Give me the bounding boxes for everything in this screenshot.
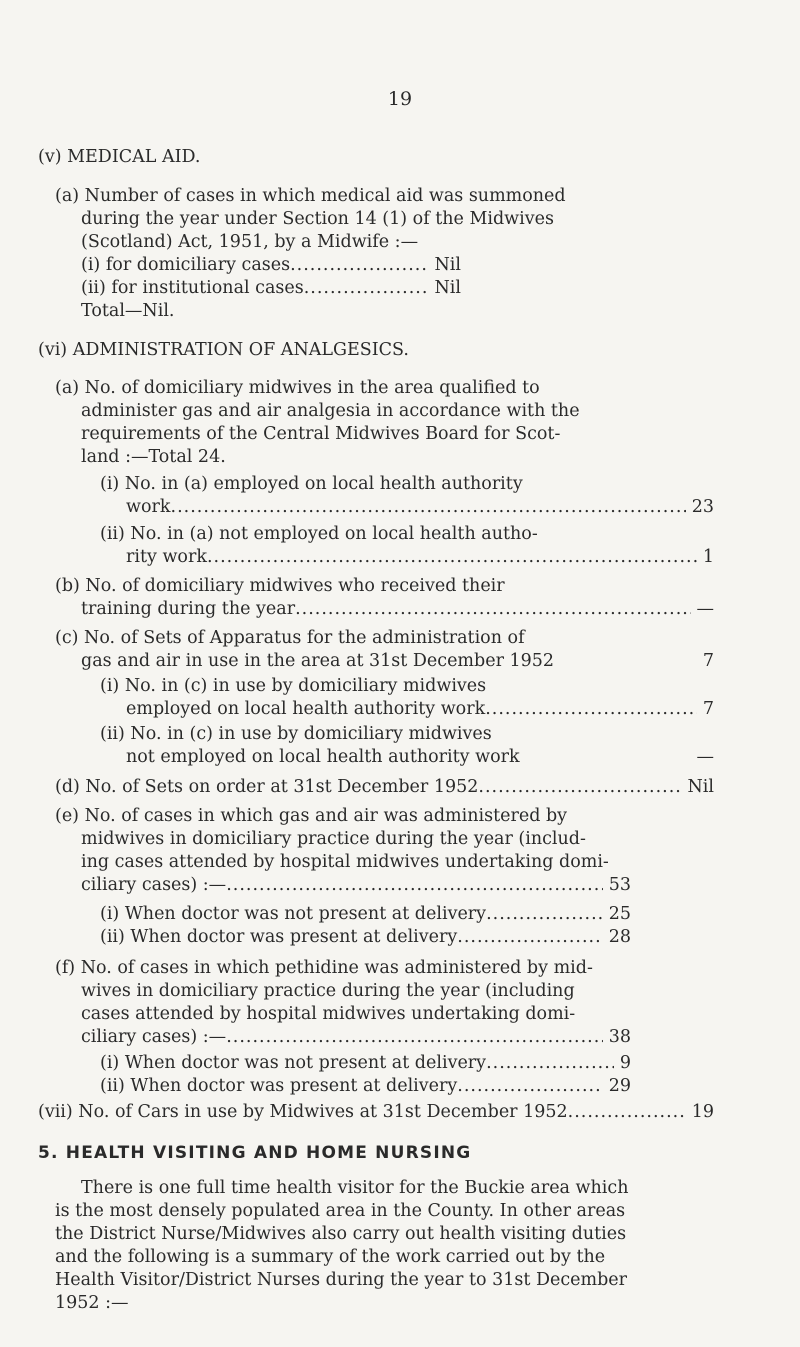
analgesics-b-row — [81, 598, 714, 620]
analgesics-c-i-row — [126, 698, 714, 720]
analgesics-f-line: cases attended by hospital midwives undertaking domi- — [81, 1004, 576, 1024]
analgesics-b-line: (b) No. of domiciliary midwives who received their — [55, 576, 505, 596]
analgesics-c-line: gas and air in use in the area at 31st December 1952 — [81, 651, 555, 671]
paragraph-line: and the following is a summary of the work carried out by the — [55, 1247, 606, 1267]
paragraph-line: 1952 :— — [55, 1293, 129, 1313]
paragraph-line: is the most densely populated area in the County. In other areas — [55, 1201, 626, 1221]
medical-aid-heading: (v) MEDICAL AID. — [38, 147, 201, 167]
analgesics-a-i-line: (i) No. in (a) employed on local health authority — [100, 474, 523, 494]
row-label: (i) When doctor was not present at delivery — [100, 904, 487, 924]
analgesics-f-i-row — [100, 1052, 631, 1074]
row-label: (d) No. of Sets on order at 31st December 1952 — [55, 777, 479, 797]
row-label: work — [126, 497, 171, 517]
analgesics-c-ii-line: (ii) No. in (c) in use by domiciliary midwives — [100, 724, 492, 744]
paragraph-line: There is one full time health visitor for the Buckie area which — [81, 1178, 629, 1198]
analgesics-e-line: ing cases attended by hospital midwives undertaking domi- — [81, 852, 609, 872]
analgesics-f-line: wives in domiciliary practice during the year (including — [81, 981, 575, 1001]
row-label: (ii) When doctor was present at delivery — [100, 927, 458, 947]
analgesics-e-line: midwives in domiciliary practice during the year (includ- — [81, 829, 586, 849]
row-label: (ii) When doctor was present at delivery — [100, 1076, 458, 1096]
analgesics-a-i-row — [126, 496, 714, 518]
row-label: ciliary cases) :— — [81, 1027, 227, 1047]
row-value: 1 — [702, 547, 714, 567]
row-value: — — [696, 599, 714, 619]
row-label: (ii) for institutional cases — [81, 278, 304, 298]
row-value: 29 — [608, 1076, 631, 1096]
medical-aid-institutional-row — [81, 277, 461, 299]
row-label: training during the year — [81, 599, 296, 619]
analgesics-f-ii-row — [100, 1075, 631, 1097]
paragraph-line: Health Visitor/District Nurses during the year to 31st December — [55, 1270, 628, 1290]
section-heading: 5. HEALTH VISITING AND HOME NURSING — [38, 1143, 472, 1163]
cars-row — [38, 1101, 714, 1123]
row-value: 28 — [608, 927, 631, 947]
row-label: rity work — [126, 547, 207, 567]
row-label: (i) for domiciliary cases — [81, 255, 291, 275]
row-value: Nil — [434, 255, 461, 275]
analgesics-f-total-row — [81, 1026, 631, 1048]
analgesics-e-i-row — [100, 903, 631, 925]
paragraph-line: the District Nurse/Midwives also carry out health visiting duties — [55, 1224, 627, 1244]
analgesics-a-line: requirements of the Central Midwives Board for Scot- — [81, 424, 561, 444]
analgesics-c-ii-line: not employed on local health authority work — [126, 747, 520, 767]
row-value: 19 — [691, 1102, 714, 1122]
analgesics-e-line: (e) No. of cases in which gas and air was administered by — [55, 806, 568, 826]
row-value: 53 — [608, 875, 631, 895]
row-value: Nil — [687, 777, 714, 797]
row-value: 38 — [608, 1027, 631, 1047]
row-label: ciliary cases) :— — [81, 875, 227, 895]
analgesics-c-line: (c) No. of Sets of Apparatus for the administration of — [55, 628, 525, 648]
row-value: 25 — [608, 904, 631, 924]
row-value: 9 — [619, 1053, 631, 1073]
analgesics-a-ii-line: (ii) No. in (a) not employed on local health autho- — [100, 524, 538, 544]
analgesics-a-line: (a) No. of domiciliary midwives in the area qualified to — [55, 378, 540, 398]
analgesics-d-row — [55, 776, 714, 798]
analgesics-f-line: (f) No. of cases in which pethidine was administered by mid- — [55, 958, 593, 978]
analgesics-e-ii-row — [100, 926, 631, 948]
row-value: 7 — [702, 699, 714, 719]
analgesics-heading: (vi) ADMINISTRATION OF ANALGESICS. — [38, 340, 409, 360]
analgesics-a-line: land :—Total 24. — [81, 447, 226, 467]
analgesics-a-line: administer gas and air analgesia in accordance with the — [81, 401, 580, 421]
page-number: 19 — [387, 88, 413, 110]
analgesics-c-i-line: (i) No. in (c) in use by domiciliary midwives — [100, 676, 487, 696]
medical-aid-total: Total—Nil. — [81, 301, 175, 321]
analgesics-c-ii-value: — — [696, 747, 714, 767]
row-value: 23 — [691, 497, 714, 517]
analgesics-c-value: 7 — [702, 651, 714, 671]
medical-aid-a-line: (a) Number of cases in which medical aid was summoned — [55, 186, 566, 206]
analgesics-e-total-row — [81, 874, 631, 896]
medical-aid-a-line: during the year under Section 14 (1) of the Midwives — [81, 209, 554, 229]
analgesics-a-ii-row — [126, 546, 714, 568]
row-label: (i) When doctor was not present at delivery — [100, 1053, 487, 1073]
row-label: (vii) No. of Cars in use by Midwives at 31st December 1952 — [38, 1102, 568, 1122]
medical-aid-a-line: (Scotland) Act, 1951, by a Midwife :— — [81, 232, 419, 252]
row-value: Nil — [434, 278, 461, 298]
medical-aid-domiciliary-row — [81, 254, 461, 276]
row-label: employed on local health authority work — [126, 699, 486, 719]
